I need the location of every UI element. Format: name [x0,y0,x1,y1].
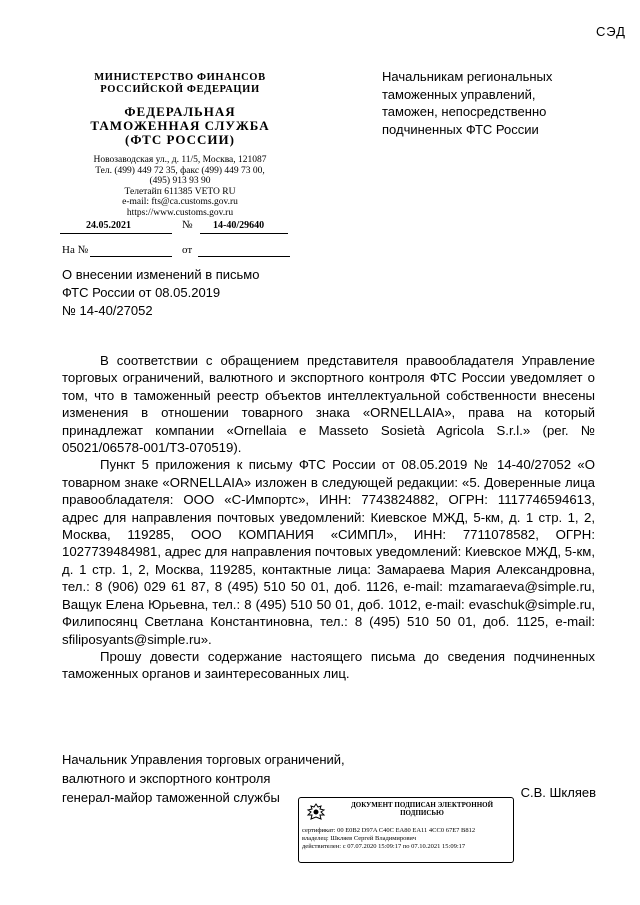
registration-number: 14-40/29640 [213,220,265,231]
letterhead [60,72,300,218]
ministry-name [60,72,300,95]
corner-label: СЭД [596,24,626,39]
date-underline [60,233,172,234]
reference-date-underline [198,256,290,257]
stamp-owner: владелец: Шкляев Сергей Владимирович [302,835,417,842]
reference-number-underline [90,256,172,257]
stamp-validity: действителен: с 07.07.2020 15:09:17 по 07.10.2021 15:09:17 [302,843,466,850]
recipient-block [382,68,552,138]
emblem-icon [305,802,327,822]
email-line: e-mail: fts@ca.customs.gov.ru [122,197,238,207]
recipient-line: подчиненных ФТС России [382,121,539,137]
subject-line: ФТС России от 08.05.2019 [62,285,221,300]
recipient-line: таможен, непосредственно [382,104,547,119]
reference-number-label: На № [62,244,89,256]
registration-date: 24.05.2021 [86,220,131,231]
subject-line: О внесении изменений в письмо [62,267,260,282]
stamp-details [302,827,510,851]
address-line: Новозаводская ул., д. 11/5, Москва, 121087 [93,155,267,165]
service-name [60,105,300,147]
signatory-title-line: генерал-майор таможенной службы [62,790,280,805]
signatory-title-line: Начальник Управления торговых ограничений, [62,752,345,767]
service-line: (ФТС РОССИИ) [125,132,235,147]
service-line: ФЕДЕРАЛЬНАЯ [124,104,236,119]
number-underline [200,233,288,234]
recipient-line: Начальникам региональных [382,69,553,84]
contact-block [60,155,300,218]
e-signature-stamp [298,797,514,863]
ministry-line: МИНИСТЕРСТВО ФИНАНСОВ [94,72,266,83]
body-paragraph: Пункт 5 приложения к письму ФТС России от 08.05.2019 № 14-40/27052 «О товарном знаке «ORNELLAIA» изложен в следующей редакции: «5. Доверенные лица правообладателя: ООО «С-Импортс», ИНН: 7743824882, ОГРН: 1117746594613, адрес для направления почтовых уведомлений: Киевское МЖД, 5-км, д. 1 стр. 1, 2, Москва, 119285, ООО КОМПАНИЯ «СИМПЛ», ИНН: 7711078582, ОГРН: 1027739484981, адрес для направления почтовых уведомлений: Киевское МЖД, 5-км, д. 1 стр. 1, 2, Москва, 119285, контактные лица: Замараева Мария Александровна, тел.: 8 (906) 029 61 87, 8 (495) 510 50 01, доб. 1126, e-mail: mzamaraeva@simple.ru, Ващук Елена Юрьевна, тел.: 8 (495) 510 50 01, доб. 1012, e-mail: evaschuk@simple.ru, Филипосянц Светлана Константиновна, тел.: 8 (495) 510 50 01, доб. 1125, e-mail: sfiliposyants@simple.ru». [62,457,595,647]
teletype-line: Телетайп 611385 VETO RU [124,186,236,197]
letter-body [62,352,595,683]
recipient-line: таможенных управлений, [382,86,536,102]
signatory-name: С.В. Шкляев [520,785,596,800]
subject-line: № 14-40/27052 [62,303,153,318]
signatory-title-line: валютного и экспортного контроля [62,771,271,786]
reference-date-label: от [182,244,193,256]
number-sign: № [182,219,193,231]
stamp-certificate: сертификат: 00 E0B2 D97A C40C EA80 EA11 4CC0 67E7 B812 [302,827,476,834]
phone-line: (495) 913 93 90 [149,176,211,186]
phone-line: Тел. (499) 449 72 35, факс (499) 449 73 00, [95,165,265,176]
body-paragraph: Прошу довести содержание настоящего письма до сведения подчиненных таможенных органов и заинтересованных лиц. [62,648,595,682]
website-line: https://www.customs.gov.ru [126,207,234,218]
stamp-title: ДОКУМЕНТ ПОДПИСАН ЭЛЕКТРОННОЙ ПОДПИСЬЮ [350,801,494,817]
body-paragraph: В соответствии с обращением представителя правообладателя Управление торговых ограничений, валютного и экспортного контроля ФТС России уведомляет о том, что в таможенный реестр объектов интеллектуальной собственности внесены изменения в отношении товарного знака «ORNELLAIA», права на который принадлежат компании «Ornellaia e Masseto Sosietà Agricola S.r.l.» (рег. № 05021/06578-001/ТЗ-070519). [62,353,595,456]
letter-subject [62,266,259,320]
service-line: ТАМОЖЕННАЯ СЛУЖБА [90,118,270,133]
ministry-line: РОССИЙСКОЙ ФЕДЕРАЦИИ [100,83,260,95]
